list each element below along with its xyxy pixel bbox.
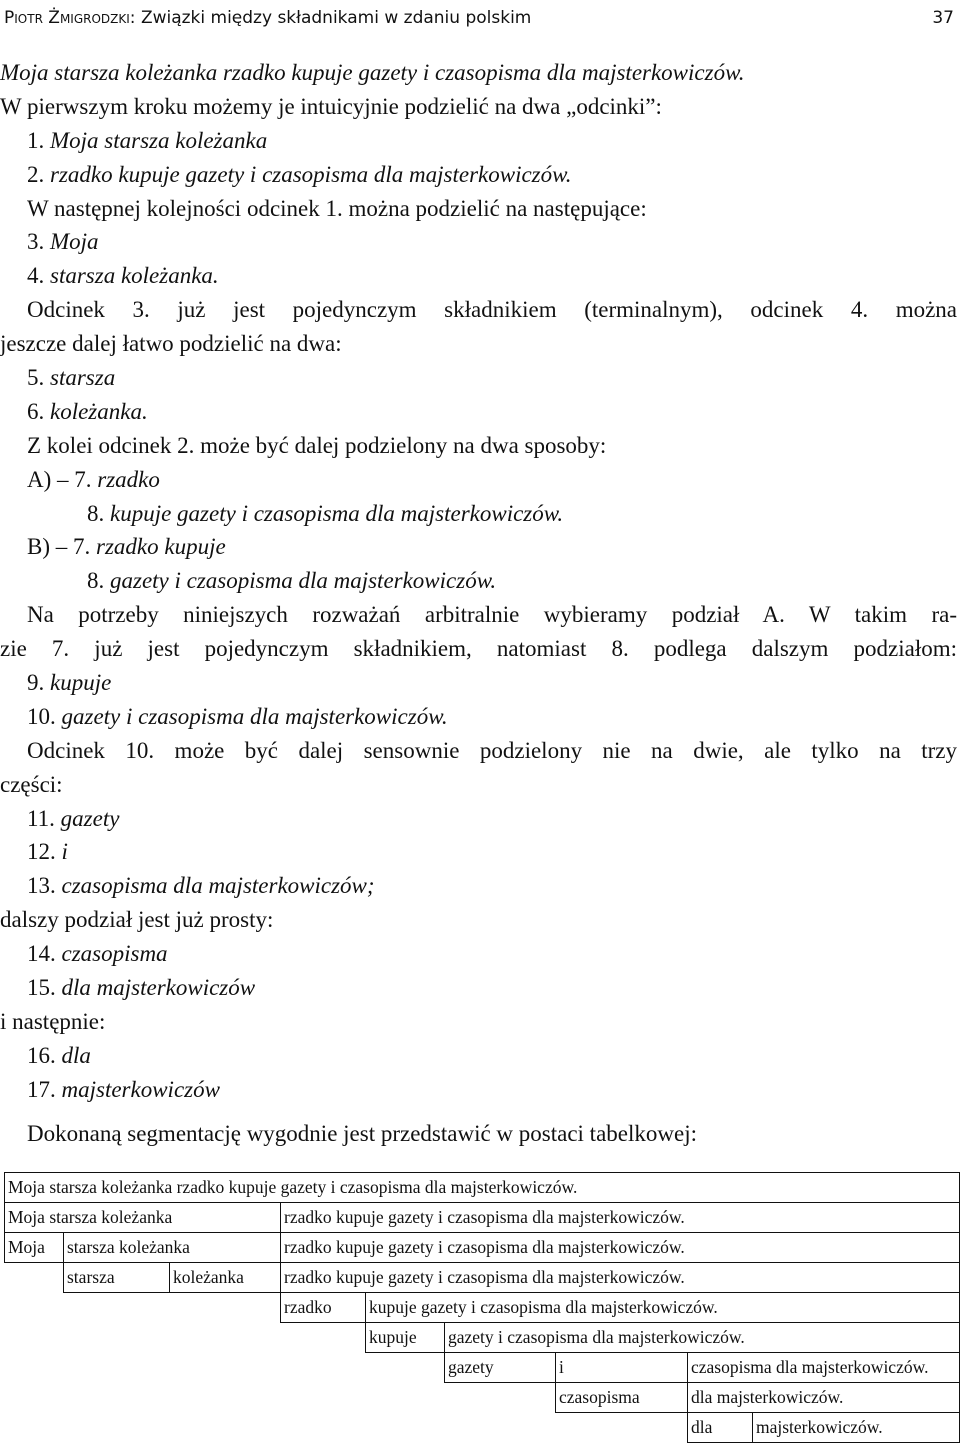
list-item: 5. starsza — [27, 365, 116, 391]
list-item: 8. gazety i czasopisma dla majsterkowiczów. — [87, 568, 497, 594]
body-text — [0, 56, 960, 1151]
header-title: Związki między składnikami w zdaniu polskim — [140, 8, 532, 28]
list-item: 9. kupuje — [27, 670, 112, 696]
paragraph-line: części: — [0, 771, 63, 797]
table-row — [5, 1353, 960, 1383]
table-row — [5, 1323, 960, 1353]
list-item: 11. gazety — [27, 805, 120, 831]
paragraph-line: i następnie: — [0, 1008, 106, 1034]
list-item: 2. rzadko kupuje gazety i czasopisma dla majsterkowiczów. — [27, 161, 572, 187]
list-item: A) – 7. rzadko — [27, 466, 160, 492]
table-cell: rzadko — [281, 1293, 366, 1323]
paragraph-line: W pierwszym kroku możemy je intuicyjnie podzielić na dwa „odcinki”: — [0, 93, 662, 119]
paragraph-line: Dokonaną segmentację wygodnie jest przedstawić w postaci tabelkowej: — [27, 1120, 697, 1146]
table-cell: koleżanka — [170, 1263, 281, 1293]
list-item: 17. majsterkowiczów — [27, 1076, 220, 1102]
table-cell: Moja — [5, 1233, 64, 1263]
header-author: Piotr Żmigrodzki: — [4, 8, 136, 28]
table-cell: starsza — [64, 1263, 170, 1293]
table-cell: starsza koleżanka — [64, 1233, 281, 1263]
list-item: 6. koleżanka. — [27, 398, 148, 424]
table-row — [5, 1233, 960, 1263]
list-item: 10. gazety i czasopisma dla majsterkowiczów. — [27, 703, 448, 729]
table-cell: kupuje — [366, 1323, 445, 1353]
list-item: 4. starsza koleżanka. — [27, 263, 219, 289]
table-row — [5, 1413, 960, 1443]
list-item: B) – 7. rzadko kupuje — [27, 534, 226, 560]
paragraph-line: Na potrzeby niniejszych rozważań arbitralnie wybieramy podział A. W takim ra- — [27, 602, 957, 628]
table-cell: rzadko kupuje gazety i czasopisma dla majsterkowiczów. — [281, 1233, 960, 1263]
paragraph-line: dalszy podział jest już prosty: — [0, 907, 274, 933]
paragraph-line: Z kolei odcinek 2. może być dalej podzielony na dwa sposoby: — [27, 432, 607, 458]
table-row — [5, 1293, 960, 1323]
table-cell: kupuje gazety i czasopisma dla majsterkowiczów. — [366, 1293, 960, 1323]
list-item: 1. Moja starsza koleżanka — [27, 127, 268, 153]
table-cell: rzadko kupuje gazety i czasopisma dla majsterkowiczów. — [281, 1203, 960, 1233]
paragraph-line: Odcinek 10. może być dalej sensownie podzielony nie na dwie, ale tylko na trzy — [27, 737, 957, 763]
table-cell: rzadko kupuje gazety i czasopisma dla majsterkowiczów. — [281, 1263, 960, 1293]
example-sentence: Moja starsza koleżanka rzadko kupuje gazety i czasopisma dla majsterkowiczów. — [0, 60, 745, 85]
table-row — [5, 1173, 960, 1203]
table-cell: Moja starsza koleżanka — [5, 1203, 281, 1233]
table-cell: gazety — [445, 1353, 556, 1383]
table-row — [5, 1263, 960, 1293]
table-cell: czasopisma — [556, 1383, 688, 1413]
paragraph-line: jeszcze dalej łatwo podzielić na dwa: — [0, 331, 342, 357]
table-cell: gazety i czasopisma dla majsterkowiczów. — [445, 1323, 960, 1353]
table-cell: Moja starsza koleżanka rzadko kupuje gazety i czasopisma dla majsterkowiczów. — [5, 1173, 960, 1203]
paragraph-line: Odcinek 3. już jest pojedynczym składnikiem (terminalnym), odcinek 4. można — [27, 297, 957, 323]
list-item: 12. i — [27, 839, 68, 865]
segmentation-table — [4, 1172, 960, 1443]
paragraph-line: zie 7. już jest pojedynczym składnikiem, natomiast 8. podlega dalszym podziałom: — [0, 636, 957, 662]
list-item: 8. kupuje gazety i czasopisma dla majsterkowiczów. — [87, 500, 564, 526]
list-item: 16. dla — [27, 1042, 91, 1068]
table-row — [5, 1203, 960, 1233]
table-cell: i — [556, 1353, 688, 1383]
running-header — [4, 4, 956, 32]
table-cell: dla majsterkowiczów. — [688, 1383, 960, 1413]
list-item: 13. czasopisma dla majsterkowiczów; — [27, 873, 375, 899]
table-cell: dla — [688, 1413, 753, 1443]
page-number: 37 — [932, 8, 954, 28]
list-item: 14. czasopisma — [27, 941, 168, 967]
list-item: 15. dla majsterkowiczów — [27, 975, 256, 1001]
table-cell: majsterkowiczów. — [753, 1413, 960, 1443]
table-cell: czasopisma dla majsterkowiczów. — [688, 1353, 960, 1383]
table-row — [5, 1383, 960, 1413]
paragraph-line: W następnej kolejności odcinek 1. można podzielić na następujące: — [27, 195, 647, 221]
list-item: 3. Moja — [27, 229, 99, 255]
